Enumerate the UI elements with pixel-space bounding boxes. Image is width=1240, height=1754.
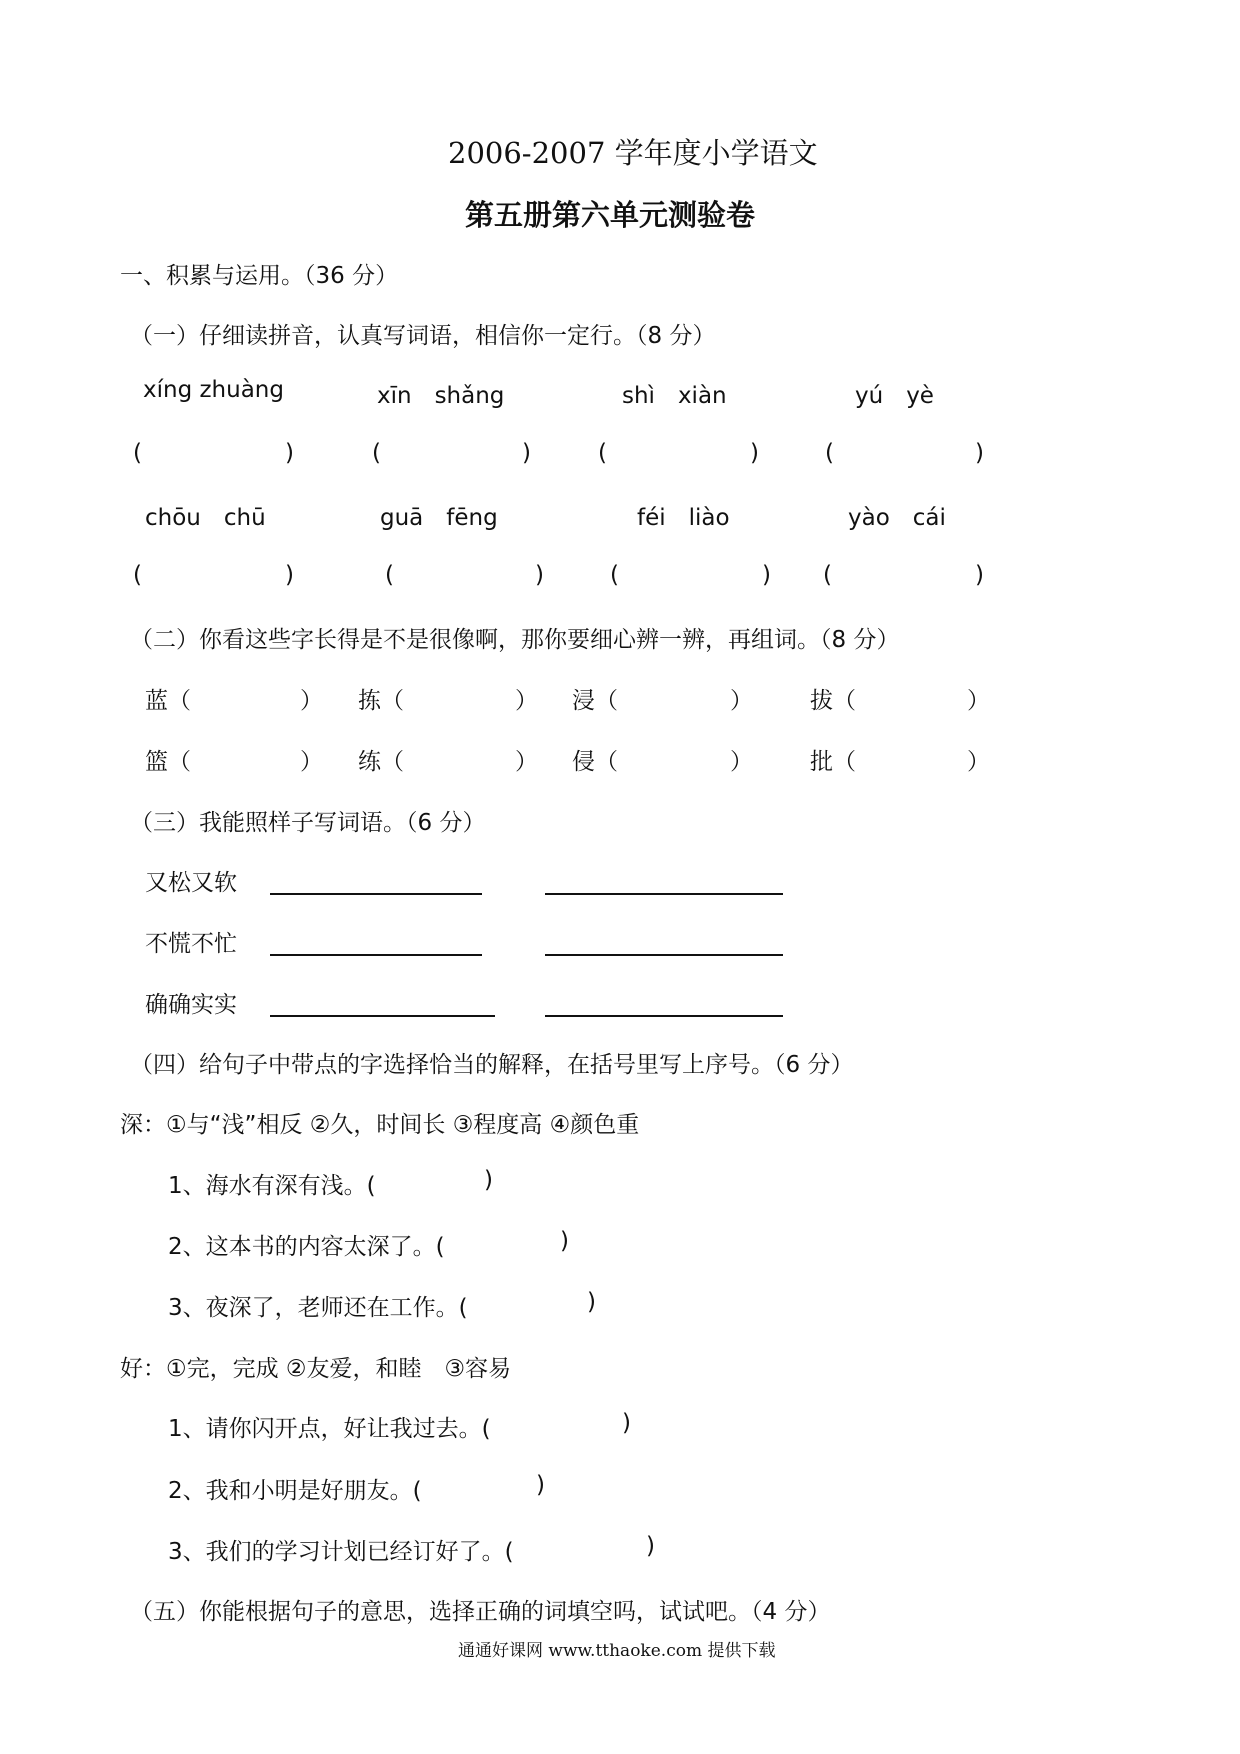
sentence-close: ) — [622, 1410, 631, 1436]
section-heading: 一、积累与运用。（36 分） — [120, 263, 399, 289]
pinyin: chōu chū — [145, 505, 266, 531]
pinyin: yú yè — [855, 383, 934, 409]
sentence-item[interactable]: 2、这本书的内容太深了。( — [168, 1234, 445, 1260]
sentence-item[interactable]: 1、请你闪开点，好让我过去。( — [168, 1416, 491, 1442]
example-word: 确确实实 — [145, 992, 237, 1018]
char-item[interactable]: 浸（ — [572, 688, 618, 714]
answer-blank[interactable] — [270, 954, 482, 956]
pinyin: shì xiàn — [622, 383, 727, 409]
footer-source: 通通好课网 www.tthaoke.com 提供下载 — [458, 1641, 776, 1661]
question-heading: （四）给句子中带点的字选择恰当的解释，在括号里写上序号。（6 分） — [130, 1052, 854, 1078]
char-item[interactable]: 侵（ — [572, 749, 618, 775]
answer-blank[interactable] — [545, 954, 783, 956]
question-heading: （二）你看这些字长得是不是很像啊，那你要细心辨一辨，再组词。（8 分） — [130, 627, 900, 653]
pinyin: guā fēng — [380, 505, 498, 531]
answer-blank[interactable] — [270, 893, 482, 895]
answer-paren-open[interactable]: ( — [372, 440, 381, 466]
answer-paren-open[interactable]: ( — [825, 440, 834, 466]
char-close: ） — [730, 688, 753, 714]
pinyin: xīn shǎng — [377, 383, 505, 409]
char-close: ） — [300, 749, 323, 775]
answer-paren-open[interactable]: ( — [133, 562, 142, 588]
char-item[interactable]: 蓝（ — [145, 688, 191, 714]
example-word: 又松又软 — [145, 870, 237, 896]
answer-paren-close: ) — [750, 440, 759, 466]
definition-line: 好：①完，完成 ②友爱，和睦 ③容易 — [120, 1356, 512, 1382]
answer-paren-close: ) — [975, 440, 984, 466]
sentence-item[interactable]: 3、夜深了，老师还在工作。( — [168, 1295, 468, 1321]
char-close: ） — [967, 688, 990, 714]
answer-blank[interactable] — [545, 1015, 783, 1017]
definition-line: 深：①与“浅”相反 ②久，时间长 ③程度高 ④颜色重 — [120, 1112, 640, 1138]
answer-paren-close: ) — [285, 440, 294, 466]
sentence-item[interactable]: 3、我们的学习计划已经订好了。( — [168, 1539, 514, 1565]
answer-blank[interactable] — [545, 893, 783, 895]
answer-paren-open[interactable]: ( — [133, 440, 142, 466]
answer-paren-close: ) — [535, 562, 544, 588]
example-word: 不慌不忙 — [145, 931, 237, 957]
answer-blank[interactable] — [270, 1015, 495, 1017]
sentence-close: ) — [536, 1472, 545, 1498]
pinyin: yào cái — [848, 505, 946, 531]
answer-paren-open[interactable]: ( — [823, 562, 832, 588]
sentence-item[interactable]: 1、海水有深有浅。( — [168, 1173, 376, 1199]
sentence-item[interactable]: 2、我和小明是好朋友。( — [168, 1478, 422, 1504]
question-heading: （五）你能根据句子的意思，选择正确的词填空吗，试试吧。（4 分） — [130, 1599, 831, 1625]
char-close: ） — [515, 688, 538, 714]
title-line-1: 2006-2007 学年度小学语文 — [448, 136, 818, 170]
question-heading: （三）我能照样子写词语。（6 分） — [130, 810, 486, 836]
title-line-2: 第五册第六单元测验卷 — [465, 198, 756, 232]
pinyin: xíng zhuàng — [143, 377, 284, 403]
char-close: ） — [300, 688, 323, 714]
char-item[interactable]: 拔（ — [810, 688, 856, 714]
sentence-close: ) — [587, 1289, 596, 1315]
sentence-close: ) — [560, 1228, 569, 1254]
answer-paren-open[interactable]: ( — [610, 562, 619, 588]
pinyin: féi liào — [637, 505, 730, 531]
char-item[interactable]: 篮（ — [145, 749, 191, 775]
answer-paren-open[interactable]: ( — [385, 562, 394, 588]
sentence-close: ) — [484, 1167, 493, 1193]
char-item[interactable]: 批（ — [810, 749, 856, 775]
answer-paren-close: ) — [285, 562, 294, 588]
question-heading: （一）仔细读拼音，认真写词语，相信你一定行。（8 分） — [130, 323, 716, 349]
char-item[interactable]: 拣（ — [358, 688, 404, 714]
answer-paren-open[interactable]: ( — [598, 440, 607, 466]
char-close: ） — [515, 749, 538, 775]
char-item[interactable]: 练（ — [358, 749, 404, 775]
char-close: ） — [967, 749, 990, 775]
answer-paren-close: ) — [975, 562, 984, 588]
sentence-close: ) — [646, 1533, 655, 1559]
char-close: ） — [730, 749, 753, 775]
answer-paren-close: ) — [762, 562, 771, 588]
answer-paren-close: ) — [522, 440, 531, 466]
